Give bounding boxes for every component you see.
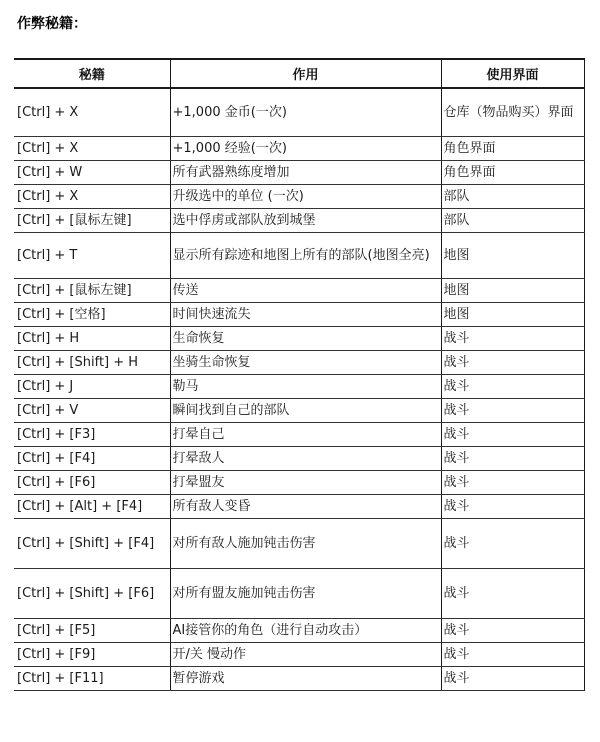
table-row: [14, 643, 584, 667]
header-screen: 使用界面: [441, 59, 584, 88]
cell-effect: 暂停游戏: [170, 667, 441, 691]
cell-effect: +1,000 金币(一次): [170, 88, 441, 137]
table-row: [14, 303, 584, 327]
cell-effect: 打晕自己: [170, 423, 441, 447]
cell-screen: 战斗: [441, 423, 584, 447]
cell-effect: 生命恢复: [170, 327, 441, 351]
cell-effect: 选中俘虏或部队放到城堡: [170, 209, 441, 233]
cell-screen: 地图: [441, 279, 584, 303]
cell-screen: 战斗: [441, 399, 584, 423]
table-row: [14, 495, 584, 519]
cell-key: [Ctrl] + [Alt] + [F4]: [14, 495, 170, 519]
table-row: [14, 209, 584, 233]
table-row: [14, 399, 584, 423]
cell-screen: 战斗: [441, 327, 584, 351]
cell-screen: 角色界面: [441, 137, 584, 161]
cell-key: [Ctrl] + X: [14, 88, 170, 137]
cell-effect: 对所有敌人施加钝击伤害: [170, 519, 441, 569]
cell-effect: 所有武器熟练度增加: [170, 161, 441, 185]
table-row: [14, 423, 584, 447]
cell-screen: 部队: [441, 209, 584, 233]
table-row: [14, 619, 584, 643]
cell-screen: 战斗: [441, 471, 584, 495]
cell-key: [Ctrl] + [鼠标左键]: [14, 209, 170, 233]
cell-key: [Ctrl] + [F9]: [14, 643, 170, 667]
header-cheat: 秘籍: [14, 59, 170, 88]
cell-key: [Ctrl] + T: [14, 233, 170, 279]
cell-key: [Ctrl] + [Shift] + [F6]: [14, 569, 170, 619]
table-row: [14, 447, 584, 471]
table-row: [14, 137, 584, 161]
cell-screen: 战斗: [441, 619, 584, 643]
cell-screen: 战斗: [441, 351, 584, 375]
cell-screen: 战斗: [441, 495, 584, 519]
cell-screen: 战斗: [441, 667, 584, 691]
cell-effect: AI接管你的角色（进行自动攻击）: [170, 619, 441, 643]
cell-screen: 仓库（物品购买）界面: [441, 88, 584, 137]
cell-key: [Ctrl] + [F6]: [14, 471, 170, 495]
cell-screen: 部队: [441, 185, 584, 209]
cheat-table: [14, 58, 585, 691]
cell-key: [Ctrl] + W: [14, 161, 170, 185]
cell-key: [Ctrl] + X: [14, 185, 170, 209]
header-effect: 作用: [170, 59, 441, 88]
cell-screen: 战斗: [441, 447, 584, 471]
cell-key: [Ctrl] + [Shift] + H: [14, 351, 170, 375]
cell-key: [Ctrl] + [F5]: [14, 619, 170, 643]
cell-screen: 战斗: [441, 375, 584, 399]
table-row: [14, 519, 584, 569]
table-row: [14, 233, 584, 279]
cell-effect: 所有敌人变昏: [170, 495, 441, 519]
cell-effect: 升级选中的单位 (一次): [170, 185, 441, 209]
cell-key: [Ctrl] + V: [14, 399, 170, 423]
table-row: [14, 185, 584, 209]
cell-effect: 打晕敌人: [170, 447, 441, 471]
table-row: [14, 375, 584, 399]
cell-effect: 瞬间找到自己的部队: [170, 399, 441, 423]
cell-effect: +1,000 经验(一次): [170, 137, 441, 161]
cell-key: [Ctrl] + X: [14, 137, 170, 161]
cell-effect: 时间快速流失: [170, 303, 441, 327]
cell-screen: 地图: [441, 233, 584, 279]
table-row: [14, 327, 584, 351]
cell-effect: 显示所有踪迹和地图上所有的部队(地图全亮): [170, 233, 441, 279]
cell-effect: 开/关 慢动作: [170, 643, 441, 667]
table-row: [14, 569, 584, 619]
table-row: [14, 471, 584, 495]
cell-key: [Ctrl] + H: [14, 327, 170, 351]
cell-effect: 坐骑生命恢复: [170, 351, 441, 375]
table-row: [14, 667, 584, 691]
cell-key: [Ctrl] + [F4]: [14, 447, 170, 471]
page-title: 作弊秘籍：: [17, 16, 87, 32]
cell-key: [Ctrl] + [空格]: [14, 303, 170, 327]
cell-screen: 战斗: [441, 569, 584, 619]
table-row: [14, 279, 584, 303]
cell-key: [Ctrl] + J: [14, 375, 170, 399]
cell-screen: 战斗: [441, 519, 584, 569]
table-header-row: [14, 59, 584, 88]
cell-effect: 打晕盟友: [170, 471, 441, 495]
table-row: [14, 161, 584, 185]
cell-screen: 角色界面: [441, 161, 584, 185]
cell-key: [Ctrl] + [Shift] + [F4]: [14, 519, 170, 569]
cell-screen: 地图: [441, 303, 584, 327]
table-row: [14, 351, 584, 375]
cell-key: [Ctrl] + [鼠标左键]: [14, 279, 170, 303]
cell-effect: 勒马: [170, 375, 441, 399]
cell-effect: 传送: [170, 279, 441, 303]
cell-screen: 战斗: [441, 643, 584, 667]
table-row: [14, 88, 584, 137]
cell-effect: 对所有盟友施加钝击伤害: [170, 569, 441, 619]
cell-key: [Ctrl] + [F3]: [14, 423, 170, 447]
cell-key: [Ctrl] + [F11]: [14, 667, 170, 691]
